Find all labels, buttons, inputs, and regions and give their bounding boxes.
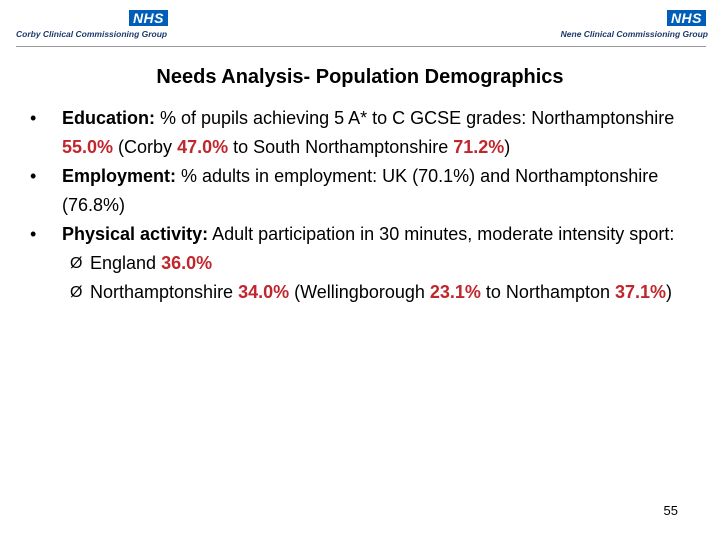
bullet-dot: • [30,224,37,244]
northants-text-4: ) [666,282,673,302]
education-text-2: (Corby [113,137,178,157]
education-text-1: % of pupils achieving 5 A* to C GCSE grades: Northamptonshire [155,108,675,128]
northants-text-3: to Northampton [480,282,615,302]
education-text-3: to South Northamptonshire [228,137,454,157]
education-label: Education: [62,108,155,128]
slide-title: Needs Analysis- Population Demographics [156,66,564,88]
bullet-dot: • [30,108,37,128]
nhs-badge-right: NHS [667,10,706,26]
header-divider [16,46,706,47]
bullet-dot: • [30,166,37,186]
sub-bullet-england [30,249,690,278]
employment-label: Employment: [62,166,177,186]
northants-text-1: Northamptonshire [90,282,239,302]
nene-ccg-name: Nene Clinical Commissioning Group [560,29,708,39]
employment-text: % adults in employment: UK (70.1%) and Northamptonshire (76.8%) [62,166,659,215]
physical-label: Physical activity: [62,224,209,244]
bullet-physical-activity [30,220,690,249]
education-text-4: ) [504,137,511,157]
bullet-employment [30,162,690,220]
nhs-badge-left: NHS [129,10,168,26]
england-value: 36.0% [161,253,213,273]
nene-ccg-logo [508,10,708,42]
sub-bullet-northamptonshire [30,278,690,307]
slide-body [30,104,690,307]
education-northants-value: 55.0% [62,137,114,157]
physical-text: Adult participation in 30 minutes, moderate intensity sport: [208,224,675,244]
bullet-education [30,104,690,162]
corby-ccg-name: Corby Clinical Commissioning Group [16,29,168,39]
northants-text-2: (Wellingborough [289,282,430,302]
northampton-value: 37.1% [615,282,667,302]
northants-value: 34.0% [238,282,290,302]
page-number: 55 [663,503,678,518]
education-corby-value: 47.0% [177,137,229,157]
corby-ccg-logo [16,10,176,42]
arrow-bullet-icon: Ø [70,284,83,301]
england-text: England [90,253,162,273]
education-south-northants-value: 71.2% [453,137,505,157]
arrow-bullet-icon: Ø [70,255,83,272]
wellingborough-value: 23.1% [429,282,481,302]
